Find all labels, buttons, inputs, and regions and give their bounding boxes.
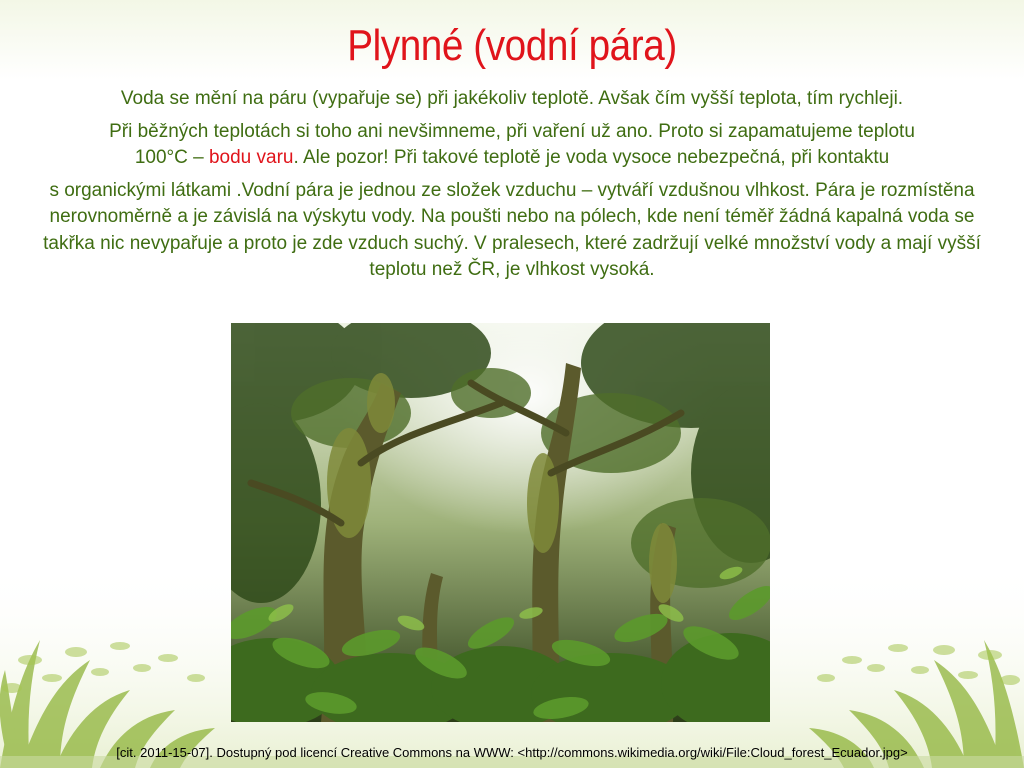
slide-title: Plynné (vodní pára) [347, 21, 677, 70]
paragraph-2-line-1: Při běžných teplotách si toho ani nevšimneme, při vaření už ano. Proto si zapamatujeme teplotu [109, 120, 915, 142]
image-citation: [cit. 2011-15-07]. Dostupný pod licencí Creative Commons na WWW: <http://commons.wikimedia.org/wiki/File:Cloud_forest_Ecuador.jpg> [116, 745, 908, 760]
paragraph-1: Voda se mění na páru (vypařuje se) při jakékoliv teplotě. Avšak čím vyšší teplota, tím rychleji. [120, 88, 904, 109]
paragraph-2-line-2-start: 100°C – [134, 147, 209, 168]
body-text [40, 86, 984, 290]
paragraph-2-line-2-end: . Ale pozor! Při takové teplotě je voda vysoce nebezpečná, při kontaktu [293, 147, 890, 168]
paragraph-2 [40, 119, 984, 172]
paragraph-3: s organickými látkami .Vodní pára je jednou ze složek vzduchu – vytváří vzdušnou vlhkost. Pára je rozmístěna nerovnoměrně a je závislá na výskytu vody. Na poušti nebo na pólech, kde není téměř žádná kapalná voda se takřka nic nevypařuje a proto je zde vzduch suchý. V pralesech, které zadržují velké množství vody a mají vyšší teplotu než ČR, je vlhkost vysoká. [43, 179, 981, 280]
boiling-point-highlight: bodu varu [208, 147, 294, 168]
cloud-forest-photo [231, 323, 770, 722]
